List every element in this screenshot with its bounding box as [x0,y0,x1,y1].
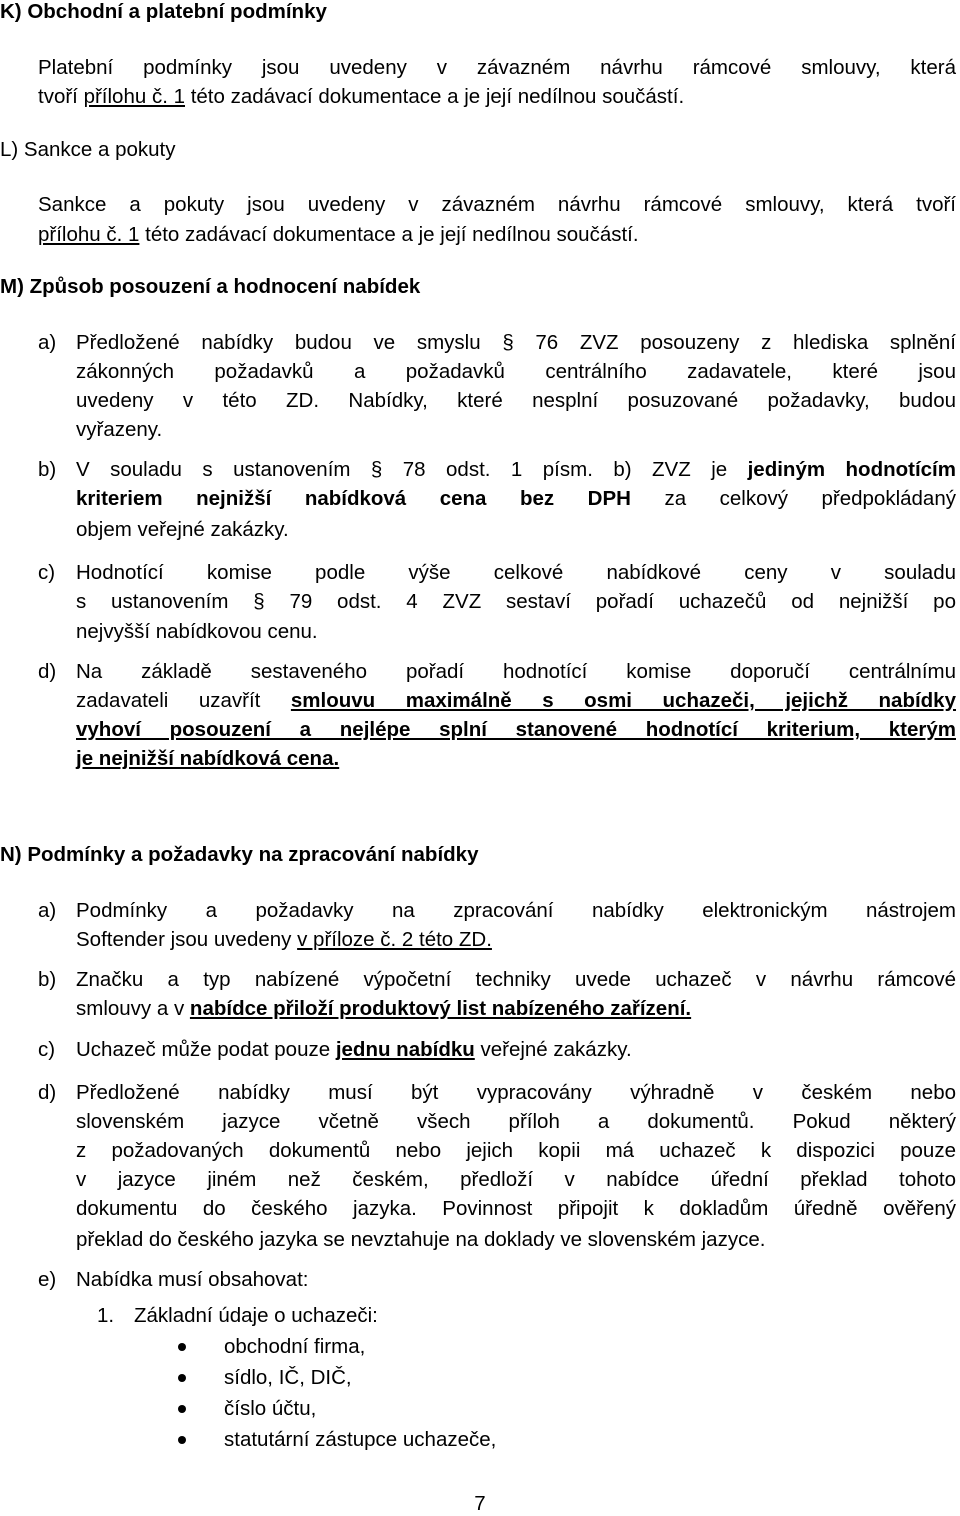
item-label: a) [38,899,57,922]
section-m-b-line-2: kriteriem nejnižší nabídková cena bez DPH za celkový předpokládaný [76,487,956,510]
section-m-b-line-3: objem veřejné zakázky. [76,518,289,541]
attachment-1-reference: přílohu č. 1 [83,85,185,108]
item-label: c) [38,561,56,584]
section-n-b-line-1: Značku a typ nabízené výpočetní techniky uvede uchazeč v návrhu rámcové [76,968,956,991]
page-number: 7 [474,1492,486,1515]
section-n-c-line-1: Uchazeč může podat pouze jednu nabídku veřejné zakázky. [76,1038,632,1061]
item-label: e) [38,1268,57,1291]
section-m-c-line-1: Hodnotící komise podle výše celkové nabídkové ceny v souladu [76,561,956,584]
section-m-heading: M) Způsob posouzení a hodnocení nabídek [0,275,421,298]
section-n-d-line-5: dokumentu do českého jazyka. Povinnost připojit k dokladům úředně ověřený [76,1197,956,1220]
item-label: c) [38,1038,56,1061]
section-n-d-line-4: v jazyce jiném než českém, předloží v nabídce úřední překlad tohoto [76,1168,956,1191]
section-n-d-line-1: Předložené nabídky musí být vypracovány výhradně v českém nebo [76,1081,956,1104]
item-label: a) [38,331,57,354]
section-n-a-line-1: Podmínky a požadavky na zpracování nabídky elektronickým nástrojem [76,899,956,922]
section-l-text-line-1: Sankce a pokuty jsou uvedeny v závazném návrhu rámcové smlouvy, která tvoří [38,193,956,216]
section-m-d-line-1: Na základě sestaveného pořadí hodnotící komise doporučí centrálnímu [76,660,956,683]
attachment-2-reference: v příloze č. 2 této ZD. [297,928,492,951]
section-m-a-line-4: vyřazeny. [76,418,163,441]
sub-item-label: 1. [97,1304,115,1327]
section-m-d-line-4: je nejnižší nabídková cena. [76,747,340,770]
sub-item-title: Základní údaje o uchazeči: [134,1304,378,1327]
section-m-c-line-2: s ustanovením § 79 odst. 4 ZVZ sestaví pořadí uchazečů od nejnižší po [76,590,956,613]
section-n-e-line-1: Nabídka musí obsahovat: [76,1268,309,1291]
section-n-d-line-2: slovenském jazyce včetně všech příloh a dokumentů. Pokud některý [76,1110,956,1133]
section-m-a-line-3: uvedeny v této ZD. Nabídky, které nesplní posuzované požadavky, budou [76,389,956,412]
section-l-text-line-2: přílohu č. 1 této zadávací dokumentace a je její nedílnou součástí. [38,223,639,246]
section-n-a-line-2: Softender jsou uvedeny v příloze č. 2 této ZD. [76,928,492,951]
item-label: b) [38,458,57,481]
section-m-b-line-1: V souladu s ustanovením § 78 odst. 1 písm. b) ZVZ je jediným hodnotícím [76,458,956,481]
section-m-c-line-3: nejvyšší nabídkovou cenu. [76,620,318,643]
bullet-icon [178,1343,186,1351]
section-n-b-line-2: smlouvy a v nabídce přiloží produktový list nabízeného zařízení. [76,997,692,1020]
item-label: d) [38,660,57,683]
section-m-d-line-2: zadavateli uzavřít smlouvu maximálně s osmi uchazeči, jejichž nabídky [76,689,956,712]
section-n-d-line-3: z požadovaných dokumentů nebo jejich kopii má uchazeč k dispozici pouze [76,1139,956,1162]
section-m-a-line-1: Předložené nabídky budou ve smyslu § 76 ZVZ posouzeny z hlediska splnění [76,331,956,354]
list-item: sídlo, IČ, DIČ, [224,1366,352,1389]
section-k-text-line-2: tvoří přílohu č. 1 této zadávací dokumentace a je její nedílnou součástí. [38,85,685,108]
section-m-d-line-3: vyhoví posouzení a nejlépe splní stanovené hodnotící kriterium, kterým [76,718,956,741]
section-n-heading: N) Podmínky a požadavky na zpracování nabídky [0,843,479,866]
section-n-d-line-6: překlad do českého jazyka se nevztahuje na doklady ve slovenském jazyce. [76,1228,766,1251]
bullet-icon [178,1405,186,1413]
item-label: b) [38,968,57,991]
section-k-heading: K) Obchodní a platební podmínky [0,0,327,23]
bullet-icon [178,1374,186,1382]
list-item: statutární zástupce uchazeče, [224,1428,497,1451]
section-l-heading: L) Sankce a pokuty [0,138,176,161]
section-k-text-line-1: Platební podmínky jsou uvedeny v závazném návrhu rámcové smlouvy, která [38,56,956,79]
list-item: číslo účtu, [224,1397,317,1420]
bullet-icon [178,1436,186,1444]
list-item: obchodní firma, [224,1335,366,1358]
item-label: d) [38,1081,57,1104]
attachment-1-reference: přílohu č. 1 [38,223,140,246]
section-m-a-line-2: zákonných požadavků a požadavků centrálního zadavatele, které jsou [76,360,956,383]
